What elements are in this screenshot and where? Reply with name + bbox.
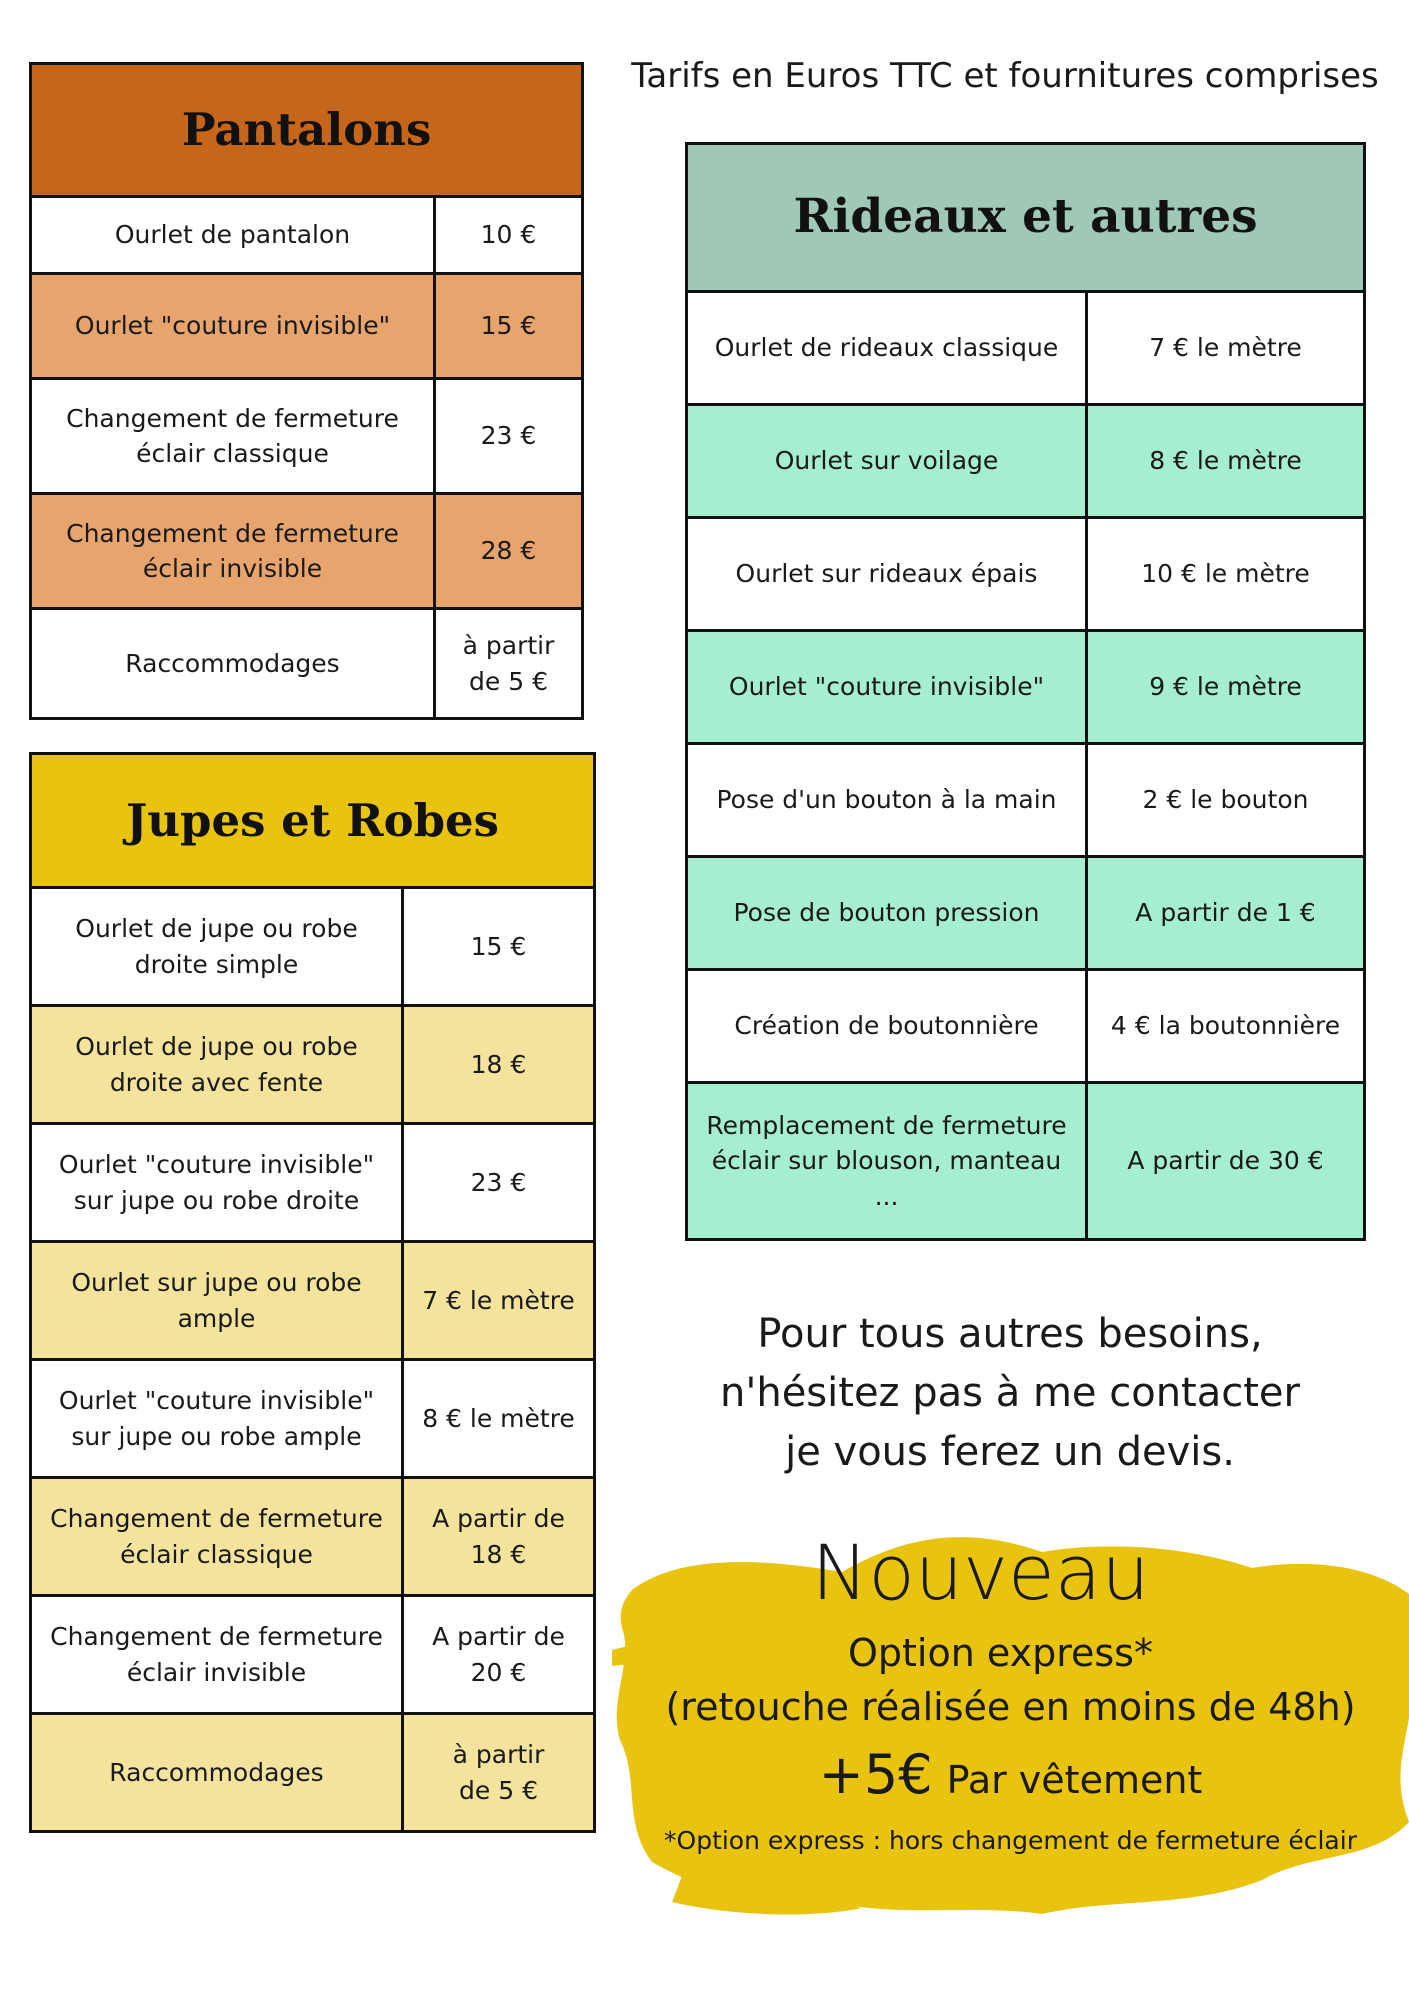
service-label: Remplacement de fermeture éclair sur blouson, manteau ... (687, 1083, 1087, 1240)
promo-unit: Par vêtement (946, 1758, 1203, 1802)
jupes-robes-price-table (29, 752, 596, 1833)
service-label: Raccommodages (31, 609, 435, 719)
service-price: A partir de 20 € (403, 1596, 595, 1714)
table-row (31, 197, 583, 274)
service-price: 15 € (403, 888, 595, 1006)
service-label: Ourlet de rideaux classique (687, 292, 1087, 405)
service-price: 4 € la boutonnière (1087, 970, 1365, 1083)
service-price: A partir de 1 € (1087, 857, 1365, 970)
contact-note: Pour tous autres besoins, n'hésitez pas à me contacter je vous ferez un devis. (720, 1311, 1300, 1476)
pantalons-price-table (29, 62, 584, 720)
service-label: Ourlet sur rideaux épais (687, 518, 1087, 631)
promo-title: Nouveau (811, 1528, 1150, 1617)
table-row (687, 857, 1365, 970)
service-label: Ourlet "couture invisible" (687, 631, 1087, 744)
service-label: Changement de fermeture éclair invisible (31, 494, 435, 609)
service-price: 8 € le mètre (1087, 405, 1365, 518)
table-row (687, 744, 1365, 857)
table-row (31, 1360, 595, 1478)
promo-block (612, 1528, 1409, 1855)
service-label: Changement de fermeture éclair classique (31, 1478, 403, 1596)
table-row (31, 1714, 595, 1832)
promo-delay: (retouche réalisée en moins de 48h) (665, 1685, 1356, 1729)
service-price: 10 € (435, 197, 583, 274)
service-label: Ourlet "couture invisible" (31, 274, 435, 379)
table-row (687, 292, 1365, 405)
service-price: 23 € (435, 379, 583, 494)
service-price: A partir de 18 € (403, 1478, 595, 1596)
service-label: Changement de fermeture éclair classique (31, 379, 435, 494)
table-row (687, 405, 1365, 518)
pantalons-header-row (31, 64, 583, 197)
table-row (31, 1124, 595, 1242)
service-label: Ourlet "couture invisible" sur jupe ou robe droite (31, 1124, 403, 1242)
table-row (31, 888, 595, 1006)
service-price: 10 € le mètre (1087, 518, 1365, 631)
service-price: A partir de 30 € (1087, 1083, 1365, 1240)
service-label: Ourlet de jupe ou robe droite simple (31, 888, 403, 1006)
promo-footnote: *Option express : hors changement de fermeture éclair (664, 1826, 1357, 1855)
service-price: 18 € (403, 1006, 595, 1124)
jupes-title: Jupes et Robes (31, 754, 595, 888)
table-row (687, 631, 1365, 744)
promo-price: +5€ (818, 1743, 933, 1806)
promo-option: Option express* (848, 1631, 1153, 1675)
service-price: à partir de 5 € (435, 609, 583, 719)
table-row (687, 518, 1365, 631)
service-label: Ourlet sur voilage (687, 405, 1087, 518)
rideaux-title: Rideaux et autres (687, 144, 1365, 292)
service-label: Création de boutonnière (687, 970, 1087, 1083)
table-row (31, 1596, 595, 1714)
table-row (31, 274, 583, 379)
table-row (31, 379, 583, 494)
table-row (687, 970, 1365, 1083)
service-price: 15 € (435, 274, 583, 379)
table-row (687, 1083, 1365, 1240)
table-row (31, 1006, 595, 1124)
service-label: Ourlet de pantalon (31, 197, 435, 274)
table-row (31, 1478, 595, 1596)
service-label: Ourlet "couture invisible" sur jupe ou robe ample (31, 1360, 403, 1478)
service-price: 23 € (403, 1124, 595, 1242)
service-price: 8 € le mètre (403, 1360, 595, 1478)
service-price: 9 € le mètre (1087, 631, 1365, 744)
service-price: 7 € le mètre (403, 1242, 595, 1360)
service-price: 2 € le bouton (1087, 744, 1365, 857)
table-row (31, 494, 583, 609)
service-label: Changement de fermeture éclair invisible (31, 1596, 403, 1714)
service-label: Raccommodages (31, 1714, 403, 1832)
service-price: 28 € (435, 494, 583, 609)
service-label: Ourlet sur jupe ou robe ample (31, 1242, 403, 1360)
pantalons-title: Pantalons (31, 64, 583, 197)
jupes-header-row (31, 754, 595, 888)
table-row (31, 609, 583, 719)
table-row (31, 1242, 595, 1360)
service-label: Pose d'un bouton à la main (687, 744, 1087, 857)
service-price: à partir de 5 € (403, 1714, 595, 1832)
rideaux-header-row (687, 144, 1365, 292)
service-label: Pose de bouton pression (687, 857, 1087, 970)
service-price: 7 € le mètre (1087, 292, 1365, 405)
promo-price-row (612, 1743, 1409, 1806)
service-label: Ourlet de jupe ou robe droite avec fente (31, 1006, 403, 1124)
tarifs-note: Tarifs en Euros TTC et fournitures comprises (631, 56, 1379, 96)
rideaux-price-table (685, 142, 1366, 1241)
